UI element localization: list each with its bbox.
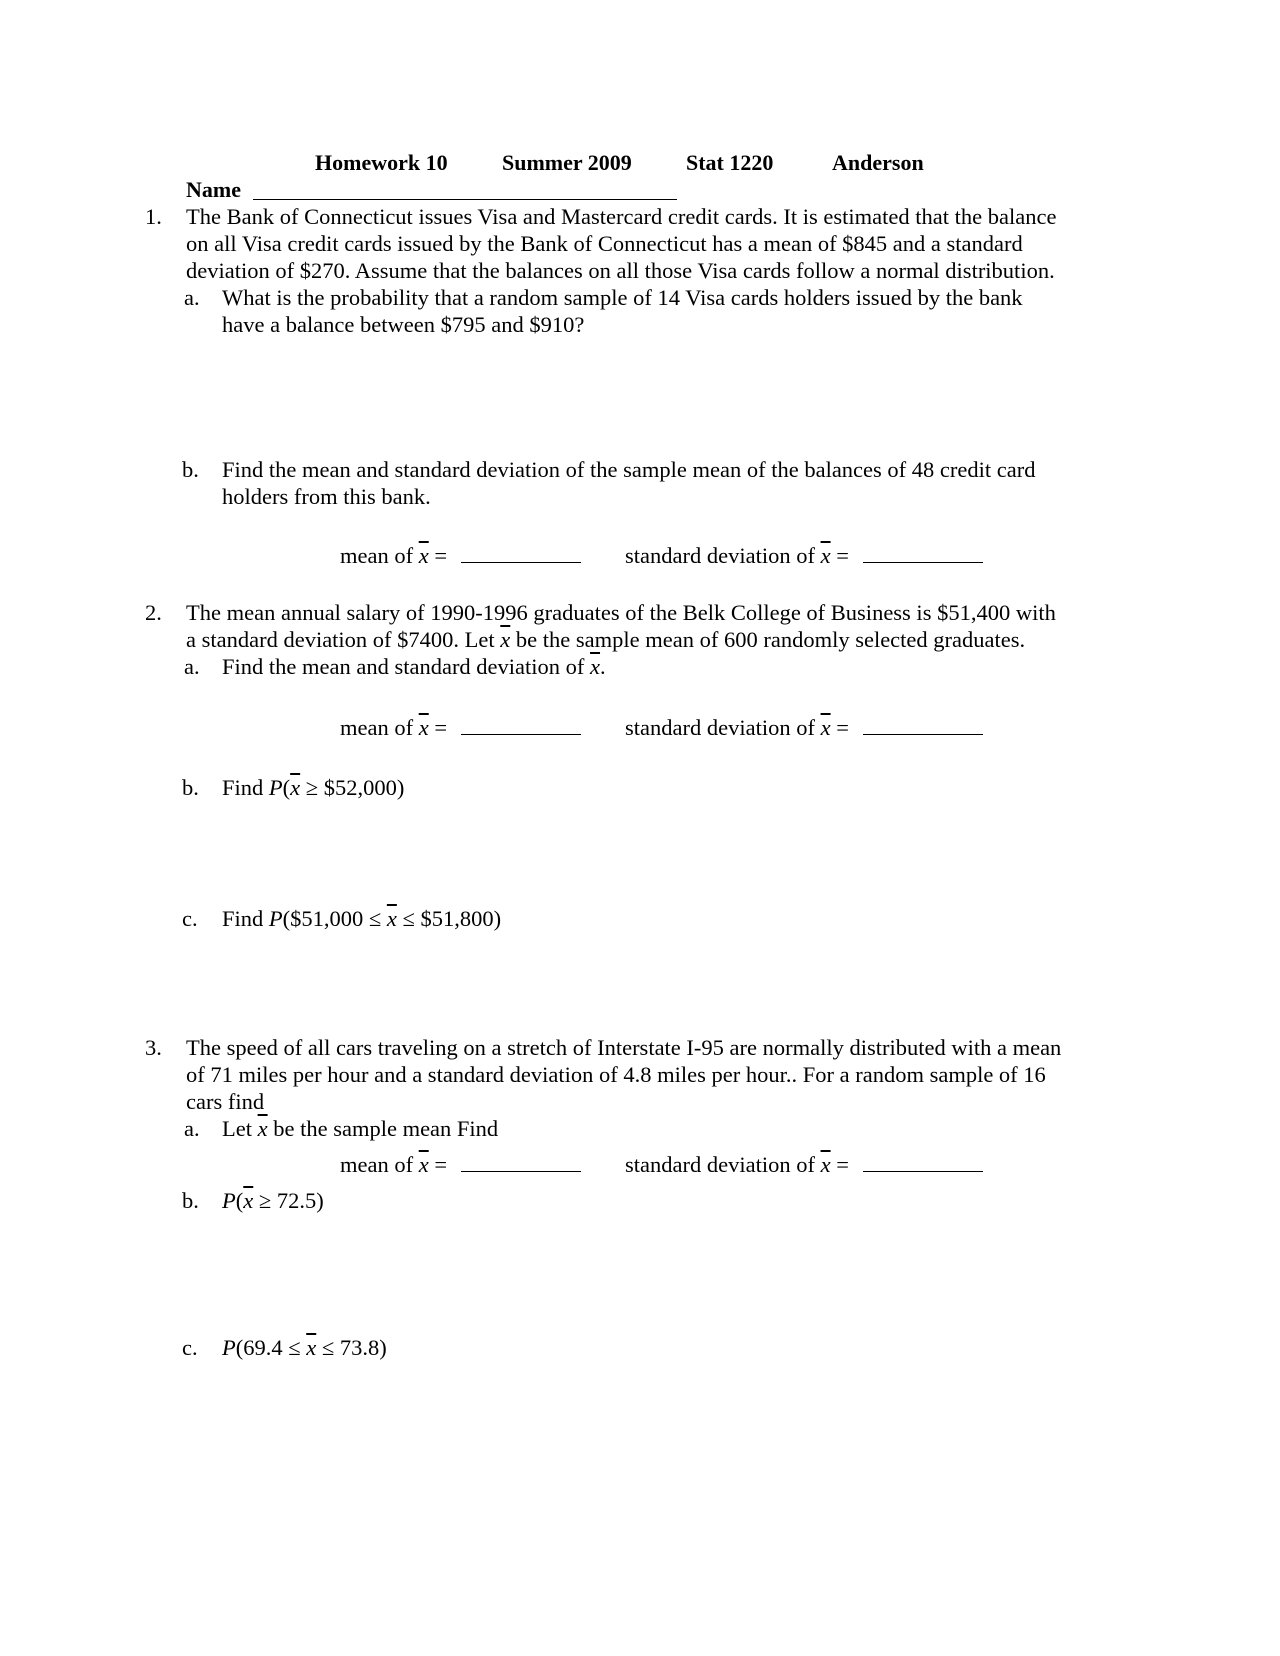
q1-line-3: deviation of $270. Assume that the balances on all those Visa cards follow a normal distribution. <box>186 258 1055 283</box>
xbar-symbol: $\overline{x}$ <box>290 775 301 800</box>
q3-number: 3. <box>145 1035 162 1060</box>
xbar-symbol: $\overline{x}$ <box>386 906 397 931</box>
header-term: Summer 2009 <box>502 150 632 175</box>
q3b-rest: ≥ 72.5) <box>258 1188 324 1213</box>
xbar-symbol: $\overline{x}$ <box>590 654 601 679</box>
mean-prefix: mean of <box>340 715 414 740</box>
q1-sd-answer <box>625 542 983 569</box>
q2-line-2-rest: be the sample mean of 600 randomly selected graduates. <box>515 627 1026 652</box>
xbar-symbol: $\overline{x}$ <box>243 1188 254 1213</box>
probability-p: P <box>268 775 283 800</box>
name-blank-line <box>253 199 677 200</box>
q2-line-2 <box>186 626 1025 653</box>
xbar-symbol: $\overline{x}$ <box>418 715 429 740</box>
q3c-label: c. <box>182 1335 198 1360</box>
q3-sd-answer <box>625 1151 983 1178</box>
q2b-find: Find <box>222 775 264 800</box>
q3c-text <box>222 1334 387 1361</box>
xbar-symbol: $\overline{x}$ <box>418 1152 429 1177</box>
probability-p: P <box>268 906 283 931</box>
q3c-open: (69.4 ≤ <box>235 1335 301 1360</box>
header-course: Stat 1220 <box>686 150 774 175</box>
equals-sign: = <box>434 715 448 740</box>
q3-line-3: cars find <box>186 1089 265 1114</box>
equals-sign: = <box>836 1152 849 1177</box>
q2a-text-main: Find the mean and standard deviation of <box>222 654 585 679</box>
q1a-line-2: have a balance between $795 and $910? <box>222 312 585 337</box>
q1a-label: a. <box>184 285 200 310</box>
q2-number: 2. <box>145 600 162 625</box>
q2-sd-answer <box>625 714 983 741</box>
sd-prefix: standard deviation of <box>625 715 815 740</box>
q1-mean-answer <box>340 542 581 569</box>
q1-line-1: The Bank of Connecticut issues Visa and Mastercard credit cards. It is estimated that the balance <box>186 204 1057 229</box>
q2c-find: Find <box>222 906 264 931</box>
mean-prefix: mean of <box>340 543 414 568</box>
q1a-line-1: What is the probability that a random sample of 14 Visa cards holders issued by the bank <box>222 285 1023 310</box>
q2a-text <box>222 653 606 680</box>
q3a-text <box>222 1115 498 1142</box>
equals-sign: = <box>434 1152 448 1177</box>
xbar-symbol: $\overline{x}$ <box>500 627 511 652</box>
q1-line-2: on all Visa credit cards issued by the Bank of Connecticut has a mean of $845 and a standard <box>186 231 1023 256</box>
q1b-line-1: Find the mean and standard deviation of the sample mean of the balances of 48 credit card <box>222 457 1036 482</box>
equals-sign: = <box>836 543 849 568</box>
header-instructor: Anderson <box>832 150 924 175</box>
q2-line-2-start: a standard deviation of $7400. Let <box>186 627 495 652</box>
probability-p: P <box>222 1188 236 1213</box>
q2-mean-answer <box>340 714 581 741</box>
sd-prefix: standard deviation of <box>625 1152 815 1177</box>
xbar-symbol: $\overline{x}$ <box>820 715 831 740</box>
q1-mean-blank[interactable] <box>461 544 581 563</box>
q2c-rest: ≤ $51,800) <box>402 906 502 931</box>
q3-sd-blank[interactable] <box>863 1153 983 1172</box>
q2b-text: Find $P(\overline{x}$ ≥ $52,000) <box>222 775 405 800</box>
q1-number: 1. <box>145 204 162 229</box>
q2b-rest: ≥ $52,000) <box>305 775 405 800</box>
mean-prefix: mean of <box>340 1152 414 1177</box>
q3a-rest: be the sample mean Find <box>273 1116 499 1141</box>
header-homework: Homework 10 <box>315 150 448 175</box>
q3a-let: Let <box>222 1116 252 1141</box>
q2c-open: ($51,000 ≤ <box>282 906 382 931</box>
sd-prefix: standard deviation of <box>625 543 815 568</box>
xbar-symbol: $\overline{x}$ <box>306 1335 317 1360</box>
q1-sd-blank[interactable] <box>863 544 983 563</box>
probability-p: P <box>222 1335 236 1360</box>
q3b-text: $P(\overline{x} \ge 72.5)$ <box>222 1188 324 1213</box>
q3-line-1: The speed of all cars traveling on a stretch of Interstate I-95 are normally distributed with a mean <box>186 1035 1062 1060</box>
q2-line-1: The mean annual salary of 1990-1996 graduates of the Belk College of Business is $51,400 with <box>186 600 1056 625</box>
xbar-symbol: $\overline{x}$ <box>820 1152 831 1177</box>
q3c-rest: ≤ 73.8) <box>321 1335 387 1360</box>
q3-mean-blank[interactable] <box>461 1153 581 1172</box>
q2a-label: a. <box>184 654 200 679</box>
equals-sign: = <box>434 543 448 568</box>
equals-sign: = <box>836 715 849 740</box>
q1b-label: b. <box>182 457 199 482</box>
xbar-symbol: $\overline{x}$ <box>257 1116 268 1141</box>
q2b-label: b. <box>182 775 199 800</box>
q3-line-2: of 71 miles per hour and a standard deviation of 4.8 miles per hour.. For a random sample of 16 <box>186 1062 1046 1087</box>
q3b-label: b. <box>182 1188 199 1213</box>
xbar-symbol: $\overline{x}$ <box>820 543 831 568</box>
q2-mean-blank[interactable] <box>461 716 581 735</box>
q2c-label: c. <box>182 906 198 931</box>
q1b-line-2: holders from this bank. <box>222 484 431 509</box>
q2-sd-blank[interactable] <box>863 716 983 735</box>
q3-mean-answer <box>340 1151 581 1178</box>
xbar-symbol: $\overline{x}$ <box>418 543 429 568</box>
q3a-label: a. <box>184 1116 200 1141</box>
q2a-period: . <box>600 654 606 679</box>
q2c-text <box>222 905 501 932</box>
name-label: Name <box>186 177 241 202</box>
